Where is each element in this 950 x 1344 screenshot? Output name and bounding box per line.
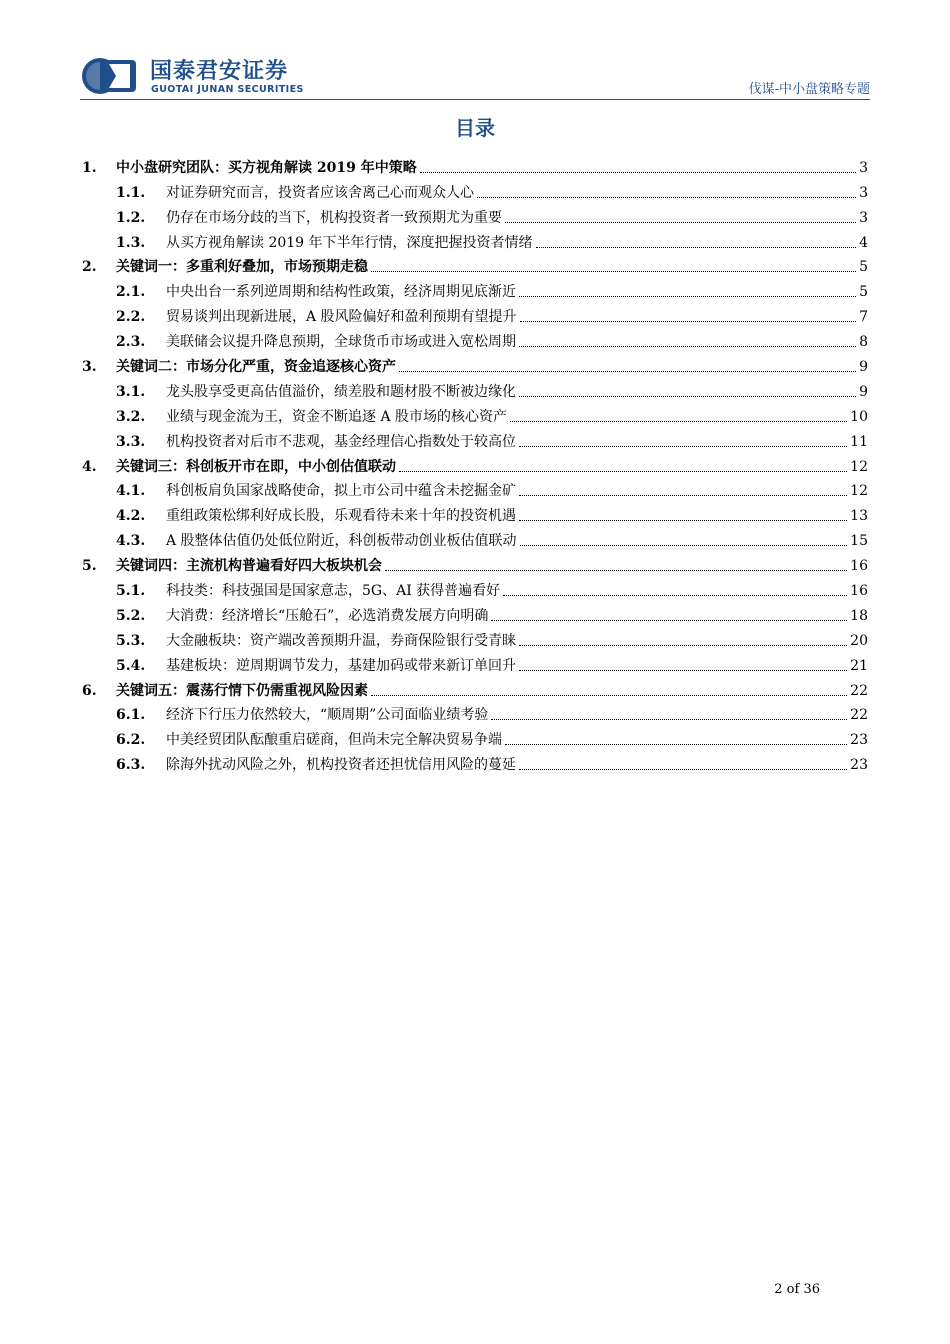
toc-entry[interactable] [82,550,868,575]
toc-entry[interactable] [82,177,868,202]
toc-entry-title: 大消费：经济增长“压舱石”，必选消费发展方向明确 [166,607,489,624]
toc-entry[interactable] [82,426,868,451]
toc-entry[interactable] [82,152,868,177]
toc-entry-number: 5.2. [116,607,146,624]
toc-dot-leader [505,744,847,745]
toc-entry[interactable] [82,724,868,749]
toc-entry-number: 3. [82,359,97,376]
toc-entry[interactable] [82,525,868,550]
toc-dot-leader [491,719,847,720]
toc-dot-leader [399,371,856,372]
toc-entry-number: 1.2. [116,209,146,226]
toc-entry-number: 1.1. [116,184,146,201]
toc-entry-page: 23 [850,757,868,774]
toc-entry-page: 20 [850,632,868,649]
toc-entry-number: 1.3. [116,234,146,251]
toc-entry[interactable] [82,227,868,252]
toc-entry-number: 5.4. [116,657,146,674]
toc-dot-leader [505,222,856,223]
toc-entry-page: 23 [850,732,868,749]
toc-entry[interactable] [82,301,868,326]
toc-entry-page: 15 [850,533,868,550]
toc-dot-leader [503,595,847,596]
toc-entry[interactable] [82,401,868,426]
toc-entry-title: 关键词二：市场分化严重，资金追逐核心资产 [116,359,396,376]
toc-entry-number: 2. [82,259,97,276]
toc-entry-page: 13 [850,508,868,525]
toc-entry-page: 22 [850,707,868,724]
toc-entry-title: 关键词四：主流机构普遍看好四大板块机会 [116,558,382,575]
page-header [80,50,870,100]
report-series-tag: 伐谋-中小盘策略专题 [748,82,870,97]
logo-english-name: GUOTAI JUNAN SECURITIES [151,84,304,95]
toc-entry-number: 2.3. [116,334,146,351]
toc-entry-title: 大金融板块：资产端改善预期升温，券商保险银行受青睐 [166,632,516,649]
toc-entry-number: 1. [82,159,97,176]
toc-entry-number: 6.1. [116,707,146,724]
toc-dot-leader [519,670,847,671]
toc-dot-leader [477,197,856,198]
toc-dot-leader [519,495,847,496]
toc-entry-title: 中央出台一系列逆周期和结构性政策，经济周期见底渐近 [166,284,516,301]
toc-entry-title: 科技类：科技强国是国家意志，5G、AI 获得普遍看好 [166,583,501,600]
toc-dot-leader [519,446,847,447]
toc-entry-title: 龙头股享受更高估值溢价，绩差股和题材股不断被边缘化 [166,383,516,400]
toc-dot-leader [519,769,847,770]
toc-entry-page: 18 [850,607,868,624]
toc-entry-number: 6. [82,682,97,699]
toc-entry-title: 关键词三：科创板开市在即，中小创估值联动 [116,458,396,475]
toc-dot-leader [519,296,856,297]
toc-entry-number: 5.1. [116,583,146,600]
toc-entry[interactable] [82,202,868,227]
toc-entry-page: 5 [859,259,868,276]
toc-dot-leader [510,421,847,422]
header-divider [80,99,870,100]
toc-entry[interactable] [82,650,868,675]
toc-entry-number: 3.2. [116,408,146,425]
toc-entry-title: 美联储会议提升降息预期，全球货币市场或进入宽松周期 [166,334,516,351]
toc-entry[interactable] [82,600,868,625]
toc-entry-title: 基建板块：逆周期调节发力，基建加码或带来新订单回升 [166,657,516,674]
toc-dot-leader [385,570,847,571]
toc-entry-title: 仍存在市场分歧的当下，机构投资者一致预期尤为重要 [166,209,502,226]
toc-dot-leader [520,321,857,322]
toc-entry[interactable] [82,351,868,376]
toc-entry[interactable] [82,500,868,525]
toc-entry-number: 2.1. [116,284,146,301]
toc-entry[interactable] [82,476,868,501]
toc-entry-page: 7 [859,309,868,326]
toc-entry-page: 3 [859,184,868,201]
toc-title: 目录 [455,116,495,140]
toc-entry-number: 2.2. [116,309,146,326]
toc-entry[interactable] [82,700,868,725]
toc-dot-leader [520,545,848,546]
toc-entry-title: 机构投资者对后市不悲观，基金经理信心指数处于较高位 [166,433,516,450]
toc-dot-leader [491,620,847,621]
toc-entry-title: 关键词一：多重利好叠加，市场预期走稳 [116,259,368,276]
toc-entry[interactable] [82,575,868,600]
toc-dot-leader [519,346,856,347]
toc-dot-leader [536,247,857,248]
toc-dot-leader [371,271,856,272]
toc-entry-number: 5.3. [116,632,146,649]
toc-entry[interactable] [82,625,868,650]
logo-chinese-name: 国泰君安证券 [150,59,289,84]
toc-entry-page: 5 [859,284,868,301]
toc-entry-number: 6.2. [116,732,146,749]
company-logo [80,54,340,98]
toc-entry-title: 业绩与现金流为王，资金不断追逐 A 股市场的核心资产 [166,408,508,425]
toc-dot-leader [519,396,856,397]
toc-entry-page: 4 [859,234,868,251]
toc-dot-leader [371,695,847,696]
logo-mark-icon [80,56,140,96]
toc-entry-page: 8 [859,334,868,351]
toc-entry-title: 从买方视角解读 2019 年下半年行情，深度把握投资者情绪 [166,234,533,251]
toc-entry-page: 21 [850,657,868,674]
toc-entry[interactable] [82,276,868,301]
toc-entry-page: 9 [859,359,868,376]
toc-entry[interactable] [82,749,868,774]
toc-entry-number: 3.3. [116,433,146,450]
toc-entry-page: 10 [850,408,868,425]
toc-entry-title: 贸易谈判出现新进展，A 股风险偏好和盈利预期有望提升 [166,309,517,326]
toc-entry-title: A 股整体估值仍处低位附近，科创板带动创业板估值联动 [166,533,517,550]
toc-dot-leader [519,645,847,646]
toc-entry-title: 中美经贸团队酝酿重启磋商，但尚未完全解决贸易争端 [166,732,502,749]
toc-entry-title: 除海外扰动风险之外，机构投资者还担忧信用风险的蔓延 [166,757,516,774]
page-number: 2 of 36 [774,1282,820,1297]
toc-dot-leader [420,172,856,173]
toc-entry-page: 16 [850,558,868,575]
toc-entry-page: 12 [850,483,868,500]
toc-entry[interactable] [82,451,868,476]
toc-entry-page: 12 [850,458,868,475]
toc-entry-title: 科创板肩负国家战略使命，拟上市公司中蕴含未挖掘金矿 [166,483,516,500]
toc-entry-title: 重组政策松绑利好成长股，乐观看待未来十年的投资机遇 [166,508,516,525]
toc-entry-page: 16 [850,583,868,600]
toc-entry-page: 3 [859,159,868,176]
toc-entry-number: 4.1. [116,483,146,500]
toc-entry-number: 6.3. [116,757,146,774]
toc-entry[interactable] [82,675,868,700]
toc-entry[interactable] [82,376,868,401]
table-of-contents [82,152,868,774]
toc-entry-number: 5. [82,558,97,575]
toc-entry-title: 经济下行压力依然较大，“顺周期”公司面临业绩考验 [166,707,489,724]
toc-entry-page: 11 [850,433,868,450]
toc-entry[interactable] [82,252,868,277]
toc-entry-title: 关键词五：震荡行情下仍需重视风险因素 [116,682,368,699]
toc-entry-page: 22 [850,682,868,699]
toc-entry-number: 4. [82,458,97,475]
toc-dot-leader [399,471,847,472]
toc-entry-page: 3 [859,209,868,226]
toc-dot-leader [519,520,847,521]
toc-entry-number: 4.2. [116,508,146,525]
toc-entry-number: 4.3. [116,533,146,550]
toc-entry-number: 3.1. [116,383,146,400]
toc-entry-title: 中小盘研究团队：买方视角解读 2019 年中策略 [116,159,417,176]
toc-entry-title: 对证券研究而言，投资者应该舍离己心而观众人心 [166,184,474,201]
toc-entry-page: 9 [859,383,868,400]
toc-entry[interactable] [82,326,868,351]
